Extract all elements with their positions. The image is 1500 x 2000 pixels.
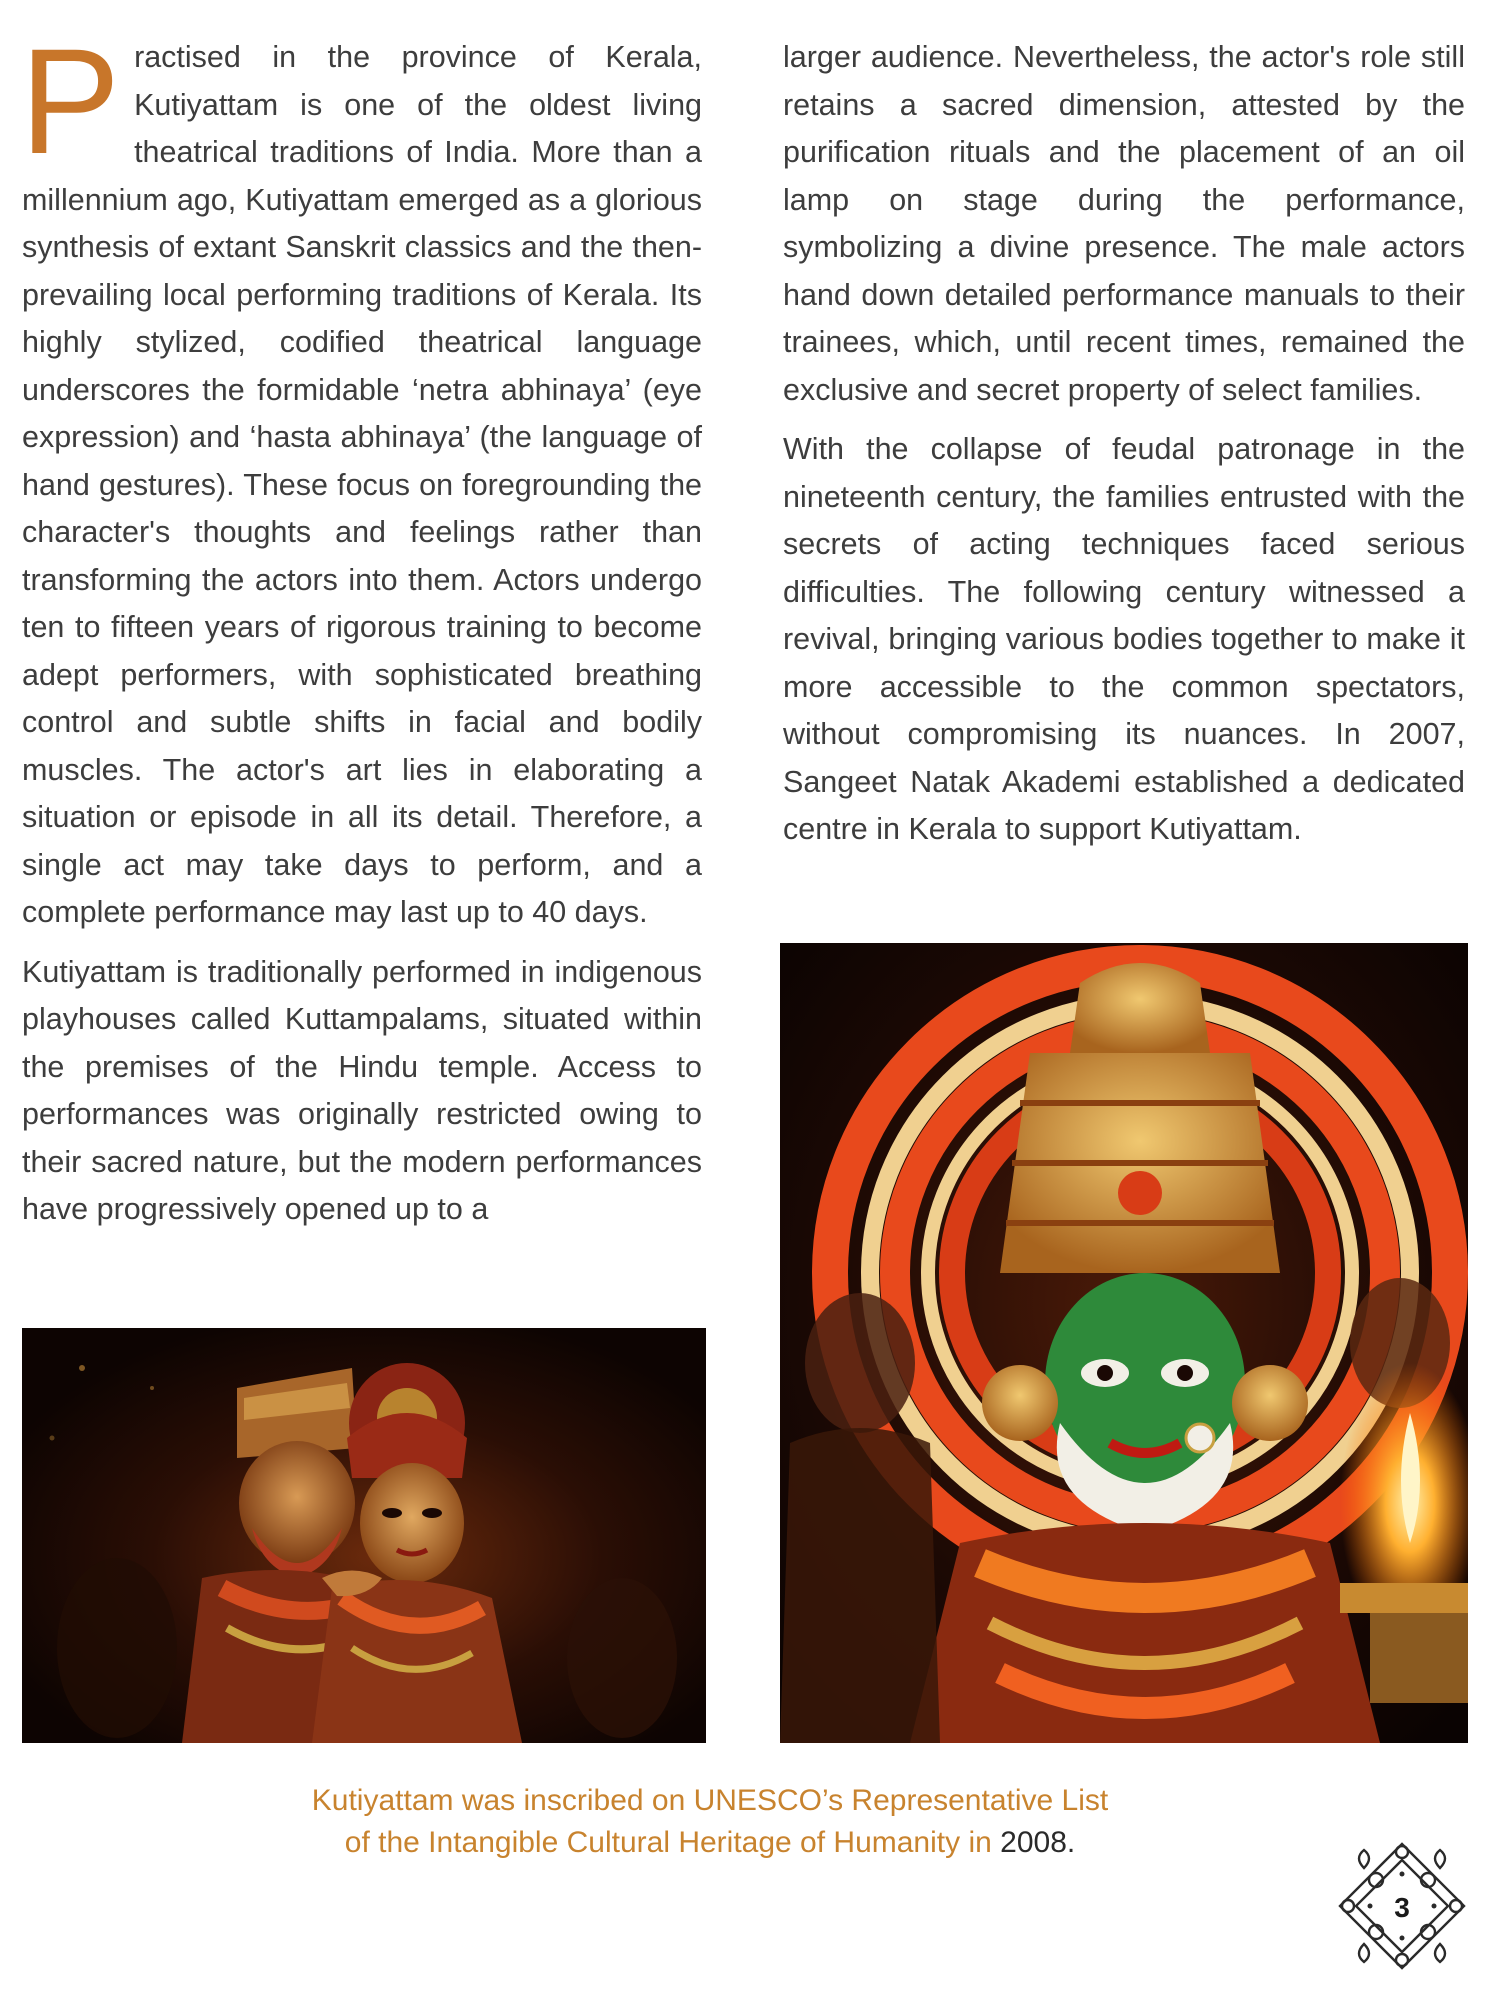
- drop-cap: P: [20, 17, 121, 185]
- paragraph-sacred-dimension: larger audience. Nevertheless, the actor's role still retains a sacred dimension, attested by the purification rituals and the placement of an oil lamp on stage during the performance, symbolizing a divine presence. The male actors hand down detailed performance manuals to their trainees, which, until recent times, remained the exclusive and secret property of select families.: [783, 40, 1465, 407]
- kolam-ornament-icon: [1334, 1838, 1470, 1974]
- page-number-emblem: [1334, 1838, 1470, 1974]
- paragraph-playhouses: Kutiyattam is traditionally performed in indigenous playhouses called Kuttampalams, situated within the premises of the Hindu temple. Access to performances was originally restricted owing to their sacred nature, but the modern performances have progressively opened up to a: [22, 954, 702, 1226]
- photo-caption: [200, 1780, 1220, 1864]
- photo-two-performers: [22, 1328, 706, 1743]
- photo-actor-illustration: [780, 943, 1468, 1743]
- paragraph-intro-text: ractised in the province of Kerala, Kutiyattam is one of the oldest living theatrical traditions of India. More than a millennium ago, Kutiyattam emerged as a glorious synthesis of extant Sanskrit classics and the then-prevailing local performing traditions of Kerala. Its highly stylized, codified theatrical language underscores the formidable ‘netra abhinaya’ (eye expression) and ‘hasta abhinaya’ (the language of hand gestures). These focus on foregrounding the character's thoughts and feelings rather than transforming the actors into them. Actors undergo ten to fifteen years of rigorous training to become adept performers, with sophisticated breathing control and subtle shifts in facial and bodily muscles. The actor's art lies in elaborating a situation or episode in all its detail. Therefore, a single act may take days to perform, and a complete performance may last up to 40 days.: [22, 40, 702, 929]
- article-left-column: [20, 17, 702, 1234]
- caption-line-2: [200, 1822, 1220, 1864]
- paragraph-intro: [20, 17, 702, 937]
- article-right-column: [783, 34, 1465, 854]
- caption-line-2-text: of the Intangible Cultural Heritage of Humanity in: [344, 1826, 1001, 1859]
- caption-line-1: Kutiyattam was inscribed on UNESCO’s Representative List: [311, 1784, 1109, 1817]
- photo-two-performers-illustration: [22, 1328, 706, 1743]
- page-number: 3: [1394, 1892, 1410, 1923]
- paragraph-revival: With the collapse of feudal patronage in the nineteenth century, the families entrusted with the secrets of acting techniques faced serious difficulties. The following century witnessed a revival, bringing various bodies together to make it more accessible to the common spectators, without compromising its nuances. In 2007, Sangeet Natak Akademi established a dedicated centre in Kerala to support Kutiyattam.: [783, 432, 1465, 846]
- caption-year: 2008.: [1000, 1826, 1076, 1859]
- photo-actor-with-headdress: [780, 943, 1468, 1743]
